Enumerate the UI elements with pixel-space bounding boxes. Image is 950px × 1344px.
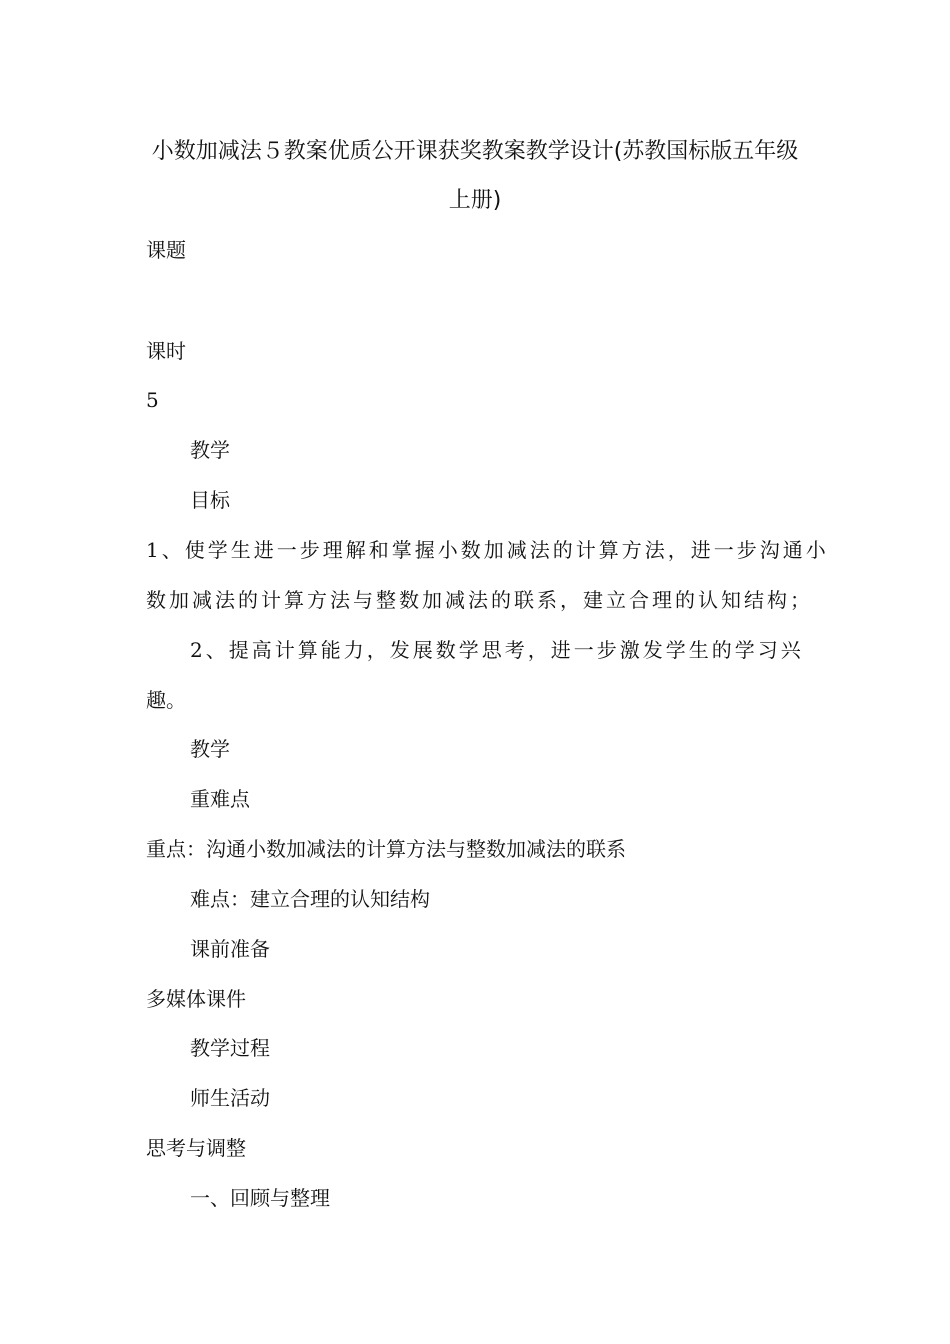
- prep-label: 课前准备: [190, 937, 270, 961]
- goal-2-line-2: 趣。: [146, 688, 186, 712]
- key-label-line-1: 教学: [190, 737, 230, 761]
- goals-label-line-2: 目标: [190, 488, 230, 512]
- difficult-point: 难点：建立合理的认知结构: [190, 887, 430, 911]
- activity-label: 师生活动: [190, 1086, 270, 1110]
- reflection-label: 思考与调整: [146, 1136, 246, 1160]
- goal-1-line-2: 数加减法的计算方法与整数加减法的联系，建立合理的认知结构；: [146, 588, 813, 612]
- period-label: 课时: [146, 339, 186, 363]
- period-value: 5: [146, 388, 159, 412]
- document-title-line-2: 上册): [448, 188, 502, 213]
- process-label: 教学过程: [190, 1036, 270, 1060]
- goals-label-line-1: 教学: [190, 438, 230, 462]
- prep-value: 多媒体课件: [146, 987, 246, 1011]
- document-title-line-1: 小数加减法５教案优质公开课获奖教案教学设计(苏教国标版五年级: [151, 139, 799, 164]
- goal-2-line-1: 2、提高计算能力，发展数学思考，进一步激发学生的学习兴: [190, 638, 804, 662]
- key-point: 重点：沟通小数加减法的计算方法与整数加减法的联系: [146, 837, 626, 861]
- key-label-line-2: 重难点: [190, 787, 250, 811]
- topic-label: 课题: [146, 238, 186, 262]
- goal-1-line-1: 1、使学生进一步理解和掌握小数加减法的计算方法，进一步沟通小: [146, 538, 829, 562]
- section-1-heading: 一、回顾与整理: [190, 1186, 330, 1210]
